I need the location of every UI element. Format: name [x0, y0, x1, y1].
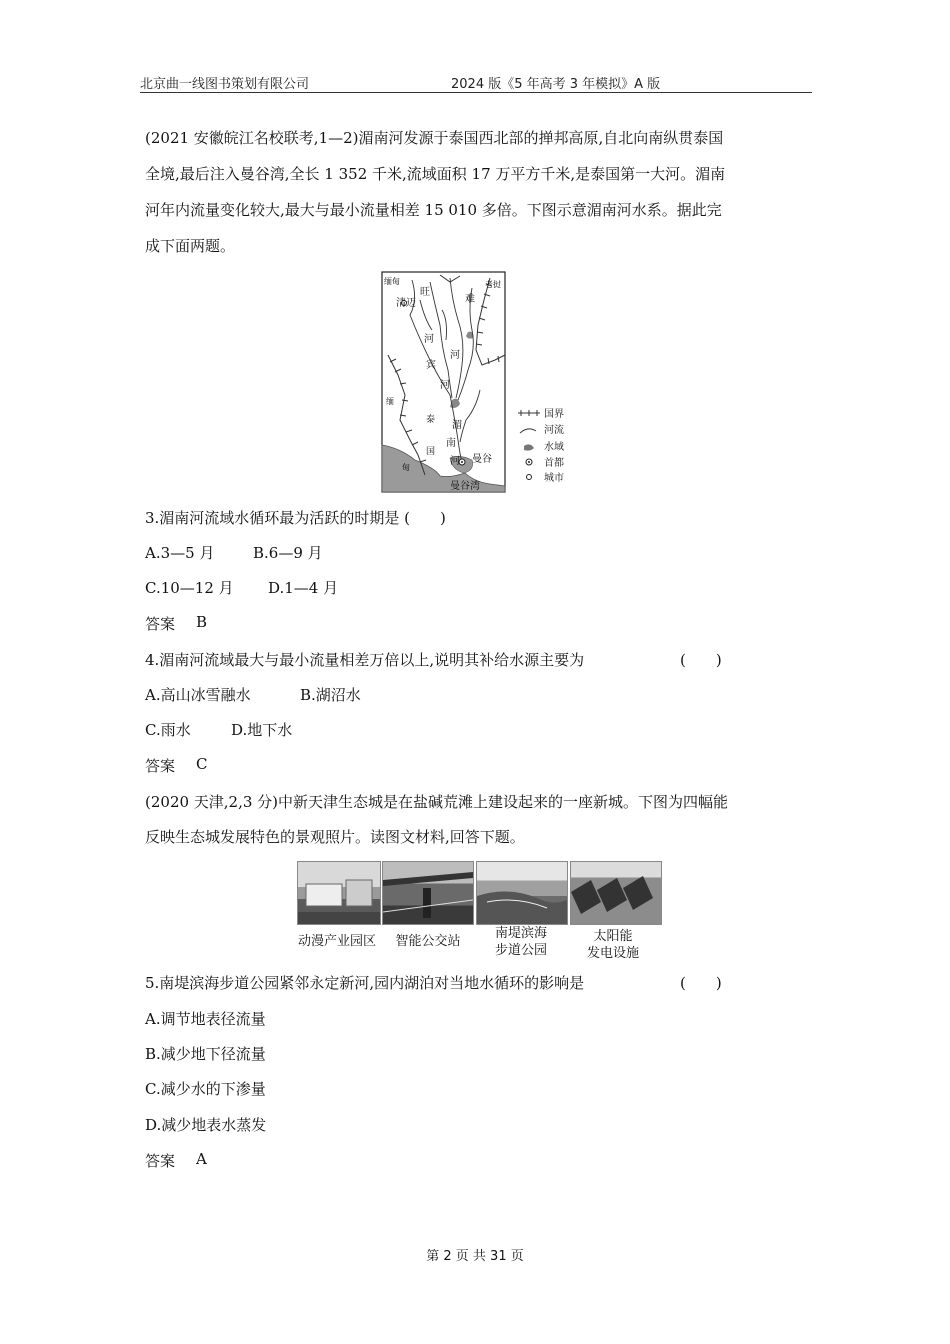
q4-option-d: D.地下水	[231, 721, 293, 739]
q5-option-c: C.减少水的下渗量	[145, 1080, 266, 1098]
legend-river-label: 河流	[544, 425, 564, 436]
intro2-line-1: (2020 天津,2,3 分)中新天津生态城是在盐碱荒滩上建设起来的一座新城。下图为四幅能	[145, 793, 729, 811]
q3-option-c: C.10—12 月	[145, 579, 234, 597]
q3-option-b: B.6—9 月	[253, 544, 323, 562]
photo-south-dike-park	[476, 861, 568, 925]
label-burma-left: 缅	[386, 397, 394, 406]
q3-answer-blank: ( )	[404, 509, 446, 527]
legend-capital-label: 首都	[544, 458, 564, 469]
q3-option-a: A.3—5 月	[145, 544, 215, 562]
q4-answer-label: 答案	[145, 757, 176, 775]
label-nan-river: 难	[465, 294, 475, 305]
label-nan: 南	[446, 438, 456, 449]
caption-solar-facility-1: 太阳能	[593, 929, 633, 944]
legend-city-label: 城市	[544, 473, 564, 484]
q5-option-a: A.调节地表径流量	[145, 1010, 266, 1028]
page-number: 第 2 页 共 31 页	[426, 1249, 524, 1264]
chao-phraya-river-map	[380, 270, 580, 495]
q3-answer-label: 答案	[145, 615, 176, 633]
header-book-title: 2024 版《5 年高考 3 年模拟》A 版	[451, 77, 661, 92]
caption-animation-park: 动漫产业园区	[297, 934, 376, 949]
legend-border-label: 国界	[544, 409, 564, 420]
label-he-2: 河	[450, 350, 460, 361]
intro1-line-1: (2021 安徽皖江名校联考,1—2)湄南河发源于泰国西北部的掸邦高原,自北向南纵贯泰国	[145, 129, 724, 147]
photo-animation-park	[297, 861, 381, 925]
intro1-line-4: 成下面两题。	[145, 237, 236, 255]
caption-south-dike-park-2: 步道公园	[494, 943, 547, 958]
header-rule	[140, 92, 812, 93]
label-he-3: 河	[440, 380, 450, 391]
photo-solar-facility	[570, 861, 662, 925]
photo-smart-bus-stop	[382, 861, 474, 925]
label-he-4: 河	[450, 456, 460, 467]
label-laos: 老挝	[485, 280, 501, 289]
label-tai: 泰	[426, 415, 436, 425]
q4-option-c: C.雨水	[145, 721, 191, 739]
intro1-line-3: 河年内流量变化较大,最大与最小流量相差 15 010 多倍。下图示意湄南河水系。据此完	[145, 201, 722, 219]
caption-smart-bus-stop: 智能公交站	[395, 934, 461, 949]
q4-option-b: B.湖沼水	[300, 686, 361, 704]
map-legend	[518, 408, 564, 484]
q5-option-d: D.减少地表水蒸发	[145, 1116, 267, 1134]
header-company: 北京曲一线图书策划有限公司	[140, 77, 310, 92]
q5-stem: 5.南堤滨海步道公园紧邻永定新河,园内湖泊对当地水循环的影响是	[145, 974, 585, 992]
label-bangkok: 曼谷	[472, 454, 492, 465]
label-wang: 旺	[420, 287, 430, 298]
label-bin: 宾	[426, 360, 436, 371]
q5-answer-blank: ( )	[680, 974, 722, 992]
q4-option-a: A.高山冰雪融水	[145, 686, 251, 704]
caption-solar-facility-2: 发电设施	[586, 946, 639, 961]
label-burma-top: 缅甸	[384, 277, 400, 286]
label-bangkok-bay: 曼谷湾	[450, 481, 480, 492]
q5-answer-label: 答案	[145, 1152, 176, 1170]
q5-option-b: B.减少地下径流量	[145, 1045, 266, 1063]
q3-stem: 3.湄南河流域水循环最为活跃的时期是 ( )	[145, 509, 446, 527]
intro2-line-2: 反映生态城发展特色的景观照片。读图文材料,回答下题。	[145, 828, 525, 846]
q5-answer: A	[196, 1150, 207, 1168]
label-he-1: 河	[424, 334, 434, 345]
q3-answer: B	[196, 613, 208, 631]
q3-option-d: D.1—4 月	[268, 579, 339, 597]
label-guo: 国	[426, 447, 436, 457]
label-mei: 湄	[452, 420, 462, 431]
label-burma-left-2: 甸	[402, 463, 410, 472]
legend-water-label: 水域	[544, 442, 564, 453]
intro1-line-2: 全境,最后注入曼谷湾,全长 1 352 千米,流域面积 17 万平方千米,是泰国第一大河。湄南	[145, 165, 726, 183]
caption-south-dike-park-1: 南堤滨海	[494, 926, 547, 941]
q4-stem: 4.湄南河流域最大与最小流量相差万倍以上,说明其补给水源主要为	[145, 651, 585, 669]
q4-answer: C	[196, 755, 208, 773]
q4-answer-blank: ( )	[680, 651, 722, 669]
label-chiang-mai: 清迈	[396, 298, 416, 309]
